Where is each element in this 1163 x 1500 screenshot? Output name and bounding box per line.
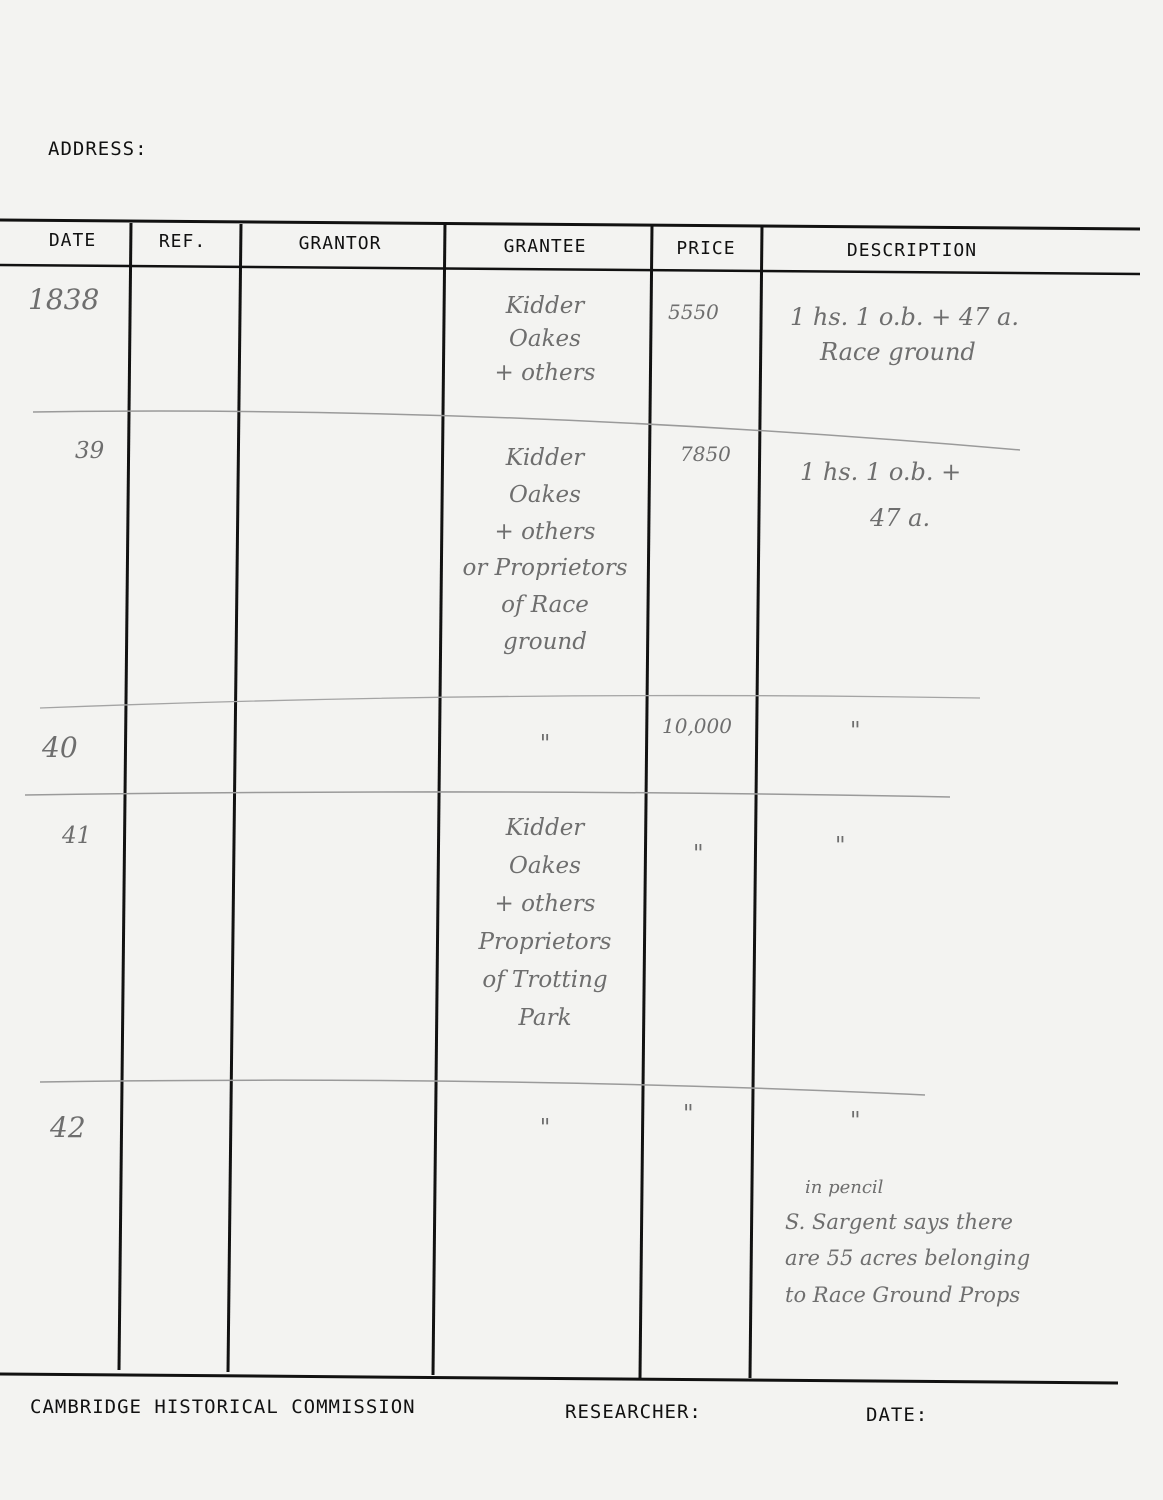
note-line: in pencil: [805, 1177, 884, 1198]
entry-date: 41: [62, 823, 92, 849]
entry-description: [850, 715, 861, 748]
description-line: Race ground: [820, 337, 976, 366]
grantee-line: Park: [518, 1004, 572, 1031]
entry-price: 7850: [680, 442, 731, 466]
grantee-line: of Race: [501, 592, 589, 619]
entry-date: 1838: [28, 283, 100, 316]
description-line: 1 hs. 1 o.b. + 47 a.: [790, 303, 1019, 331]
entry-grantee: [450, 810, 640, 1038]
entry-grantee: [450, 290, 640, 390]
entry-price: 10,000: [662, 714, 732, 738]
grantee-line: Kidder: [505, 293, 585, 319]
grantee-line: Proprietors: [478, 928, 612, 955]
entry-description: [850, 1105, 861, 1138]
note-line: are 55 acres belonging: [785, 1246, 1031, 1271]
column-header-description: DESCRIPTION: [846, 240, 978, 261]
grantee-line: or Proprietors: [462, 555, 628, 582]
note-line: S. Sargent says there: [785, 1209, 1013, 1234]
grantee-line: Kidder: [505, 815, 585, 841]
researcher-label: RESEARCHER:: [565, 1401, 702, 1423]
grantee-line: + others: [494, 890, 596, 917]
grantee-line: ": [539, 1115, 551, 1141]
organization-name: CAMBRIDGE HISTORICAL COMMISSION: [30, 1396, 416, 1418]
entry-price: 5550: [668, 300, 719, 324]
entry-date: 42: [50, 1111, 86, 1144]
grantee-line: + others: [494, 359, 596, 386]
pencil-note: [785, 1172, 1030, 1314]
entry-description: [835, 830, 846, 863]
column-header-grantee: GRANTEE: [503, 236, 587, 257]
entry-grantee: [450, 1112, 640, 1145]
entry-date: 40: [42, 731, 78, 764]
column-header-grantor: GRANTOR: [298, 233, 382, 254]
grantee-line: Oakes: [509, 326, 581, 353]
grantee-line: of Trotting: [482, 966, 608, 993]
entry-date: 39: [75, 438, 105, 464]
description-line: 47 a.: [870, 503, 931, 532]
address-label: ADDRESS:: [48, 138, 148, 160]
description-line: ": [835, 833, 846, 859]
grantee-line: Kidder: [505, 445, 585, 471]
entry-grantee: [450, 728, 640, 761]
entry-grantee: [450, 440, 640, 661]
grantee-line: Oakes: [509, 481, 581, 508]
description-line: ": [850, 1108, 861, 1134]
grantee-line: + others: [494, 518, 596, 545]
entry-price: ": [683, 1101, 694, 1127]
description-line: 1 hs. 1 o.b. +: [800, 458, 962, 486]
entry-description: [800, 450, 961, 541]
grantee-line: ground: [503, 628, 587, 655]
column-header-date: DATE: [48, 230, 97, 251]
entry-description: [790, 300, 1019, 370]
entry-price: ": [693, 841, 704, 867]
grantee-line: ": [539, 731, 551, 757]
grantee-line: Oakes: [509, 852, 581, 879]
description-line: ": [850, 718, 861, 744]
column-header-ref: REF.: [158, 231, 207, 252]
note-line: to Race Ground Props: [785, 1283, 1021, 1307]
column-header-price: PRICE: [676, 238, 736, 259]
footer-date-label: DATE:: [866, 1404, 929, 1426]
